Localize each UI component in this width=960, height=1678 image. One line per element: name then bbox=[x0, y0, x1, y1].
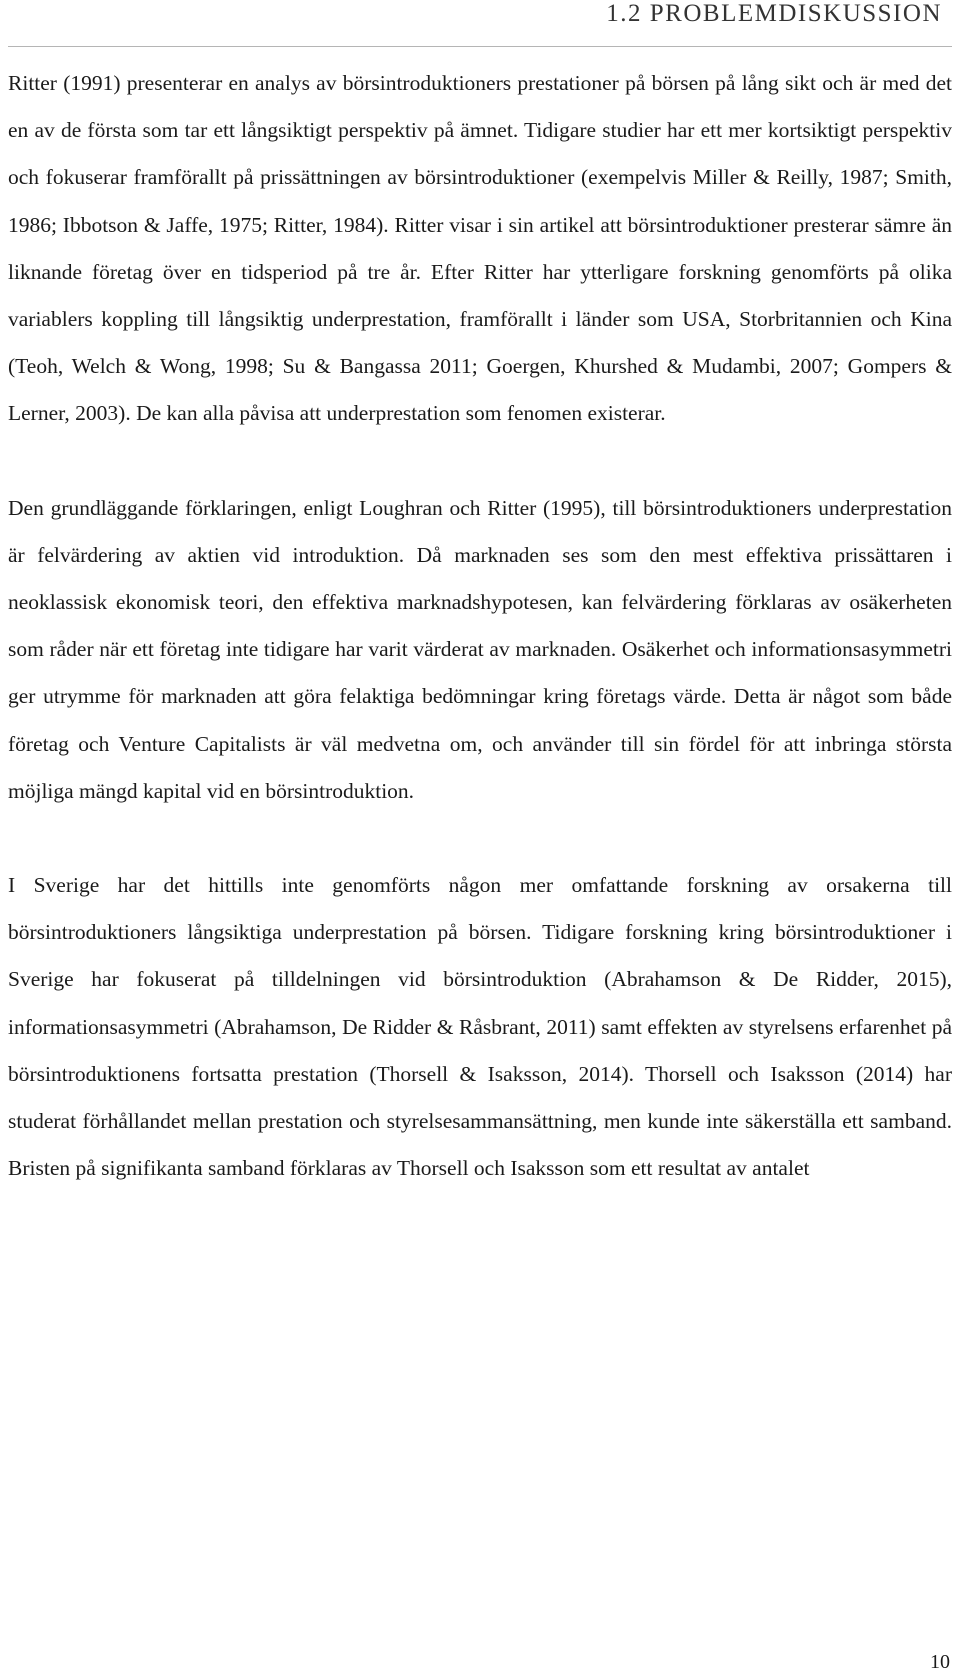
paragraph-2: Den grundläggande förklaringen, enligt Loughran och Ritter (1995), till börsintroduktioners underprestation är felvärdering av aktien vid introduktion. Då marknaden ses som den mest effektiva prissättaren i neoklassisk ekonomisk teori, den effektiva marknadshypotesen, kan felvärdering förklaras av osäkerheten som råder när ett företag inte tidigare har varit värderat av marknaden. Osäkerhet och informationsasymmetri ger utrymme för marknaden att göra felaktiga bedömningar kring företags värde. Detta är något som både företag och Venture Capitalists är väl medvetna om, och använder till sin fördel för att inbringa största möjliga mängd kapital vid en börsintroduktion. bbox=[8, 495, 952, 803]
paragraph-3: I Sverige har det hittills inte genomförts någon mer omfattande forskning av orsakerna till börsintroduktioners långsiktiga underprestation på börsen. Tidigare forskning kring börsintroduktioner i Sverige har fokuserat på tilldelningen vid börsintroduktion (Abrahamson & De Ridder, 2015), informationsasymmetri (Abrahamson, De Ridder & Råsbrant, 2011) samt effekten av styrelsens erfarenhet på börsintroduktionens fortsatta prestation (Thorsell & Isaksson, 2014). Thorsell och Isaksson (2014) har studerat förhållandet mellan prestation och styrelsesammansättning, men kunde inte säkerställa ett samband. Bristen på signifikanta samband förklaras av Thorsell och Isaksson som ett resultat av antalet bbox=[8, 873, 952, 1181]
page-number: 10 bbox=[930, 1651, 950, 1673]
body-text bbox=[8, 60, 952, 1192]
paragraph-1: Ritter (1991) presenterar en analys av börsintroduktioners prestationer på börsen på lång sikt och är med det en av de första som tar ett långsiktigt perspektiv på ämnet. Tidigare studier har ett mer kortsiktigt perspektiv och fokuserar framförallt på prissättningen av börsintroduktioner (exempelvis Miller & Reilly, 1987; Smith, 1986; Ibbotson & Jaffe, 1975; Ritter, 1984). Ritter visar i sin artikel att börsintroduktioner presterar sämre än liknande företag över en tidsperiod på tre år. Efter Ritter har ytterligare forskning genomförts på olika variablers koppling till långsiktig underprestation, framförallt i länder som USA, Storbritannien och Kina (Teoh, Welch & Wong, 1998; Su & Bangassa 2011; Goergen, Khurshed & Mudambi, 2007; Gompers & Lerner, 2003). De kan alla påvisa att underprestation som fenomen existerar. bbox=[8, 71, 952, 426]
section-title: 1.2 PROBLEMDISKUSSION bbox=[606, 0, 942, 27]
page-header bbox=[8, 0, 952, 47]
